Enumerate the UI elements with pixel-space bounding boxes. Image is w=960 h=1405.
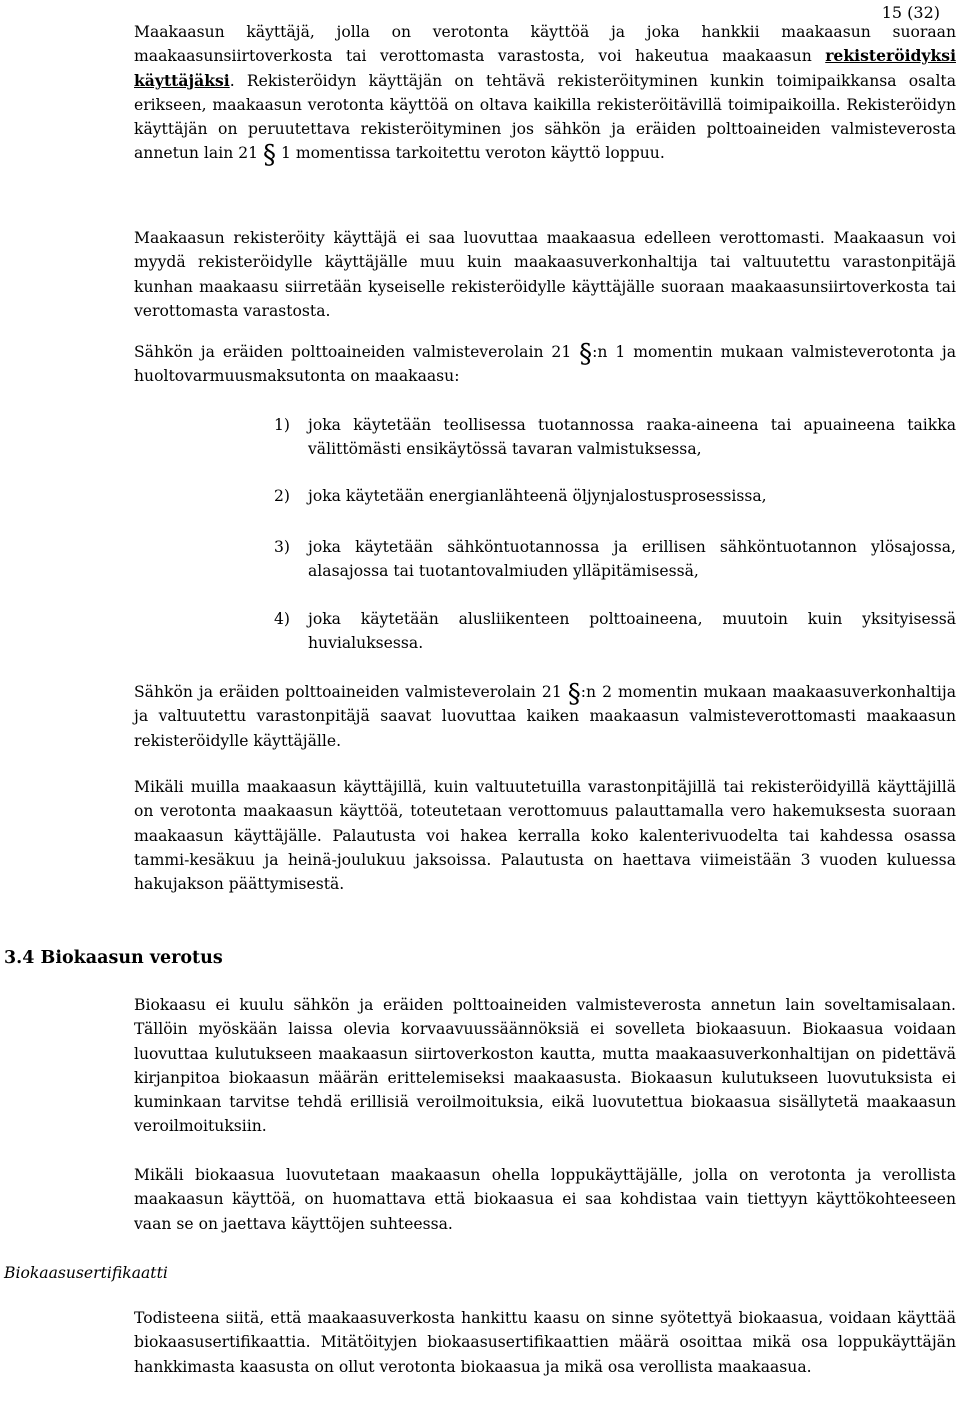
list-item bbox=[274, 413, 956, 462]
p2-text: Maakaasun rekisteröity käyttäjä ei saa luovuttaa maakaasua edelleen verottomasti. Maakaasun voi myydä rekisteröidylle käyttäjälle muu kuin maakaasuverkonhaltija tai valtuutettu varastonpitäjä kunhan maakaasu siirretään kyseiselle rekisteröidylle käyttäjälle suoraan maakaasunsiirtoverkosta tai verottomasta varastosta. bbox=[134, 229, 956, 320]
section-heading bbox=[4, 944, 223, 972]
list-item-text: joka käytetään teollisessa tuotannossa raaka-aineena tai apuaineena taikka välittömästi ensikäytössä tavaran valmistuksessa, bbox=[308, 416, 956, 459]
p8-text: Todisteena siitä, että maakaasuverkosta hankittu kaasu on sinne syötettyä biokaasua, voidaan käyttää biokaasusertifikaattia. Mitätöityjen biokaasusertifikaattien määrä osoittaa mikä osa loppukäyttäjän hankkimasta kaasusta on ollut verotonta biokaasua ja mikä osa verollista maakaasua. bbox=[134, 1309, 956, 1376]
paragraph-biogas-scope bbox=[134, 993, 956, 1139]
section-symbol: § bbox=[567, 679, 581, 709]
page-number: 15 (32) bbox=[881, 3, 940, 22]
margin-label-biogas-certificate: Biokaasusertifikaatti bbox=[4, 1264, 168, 1282]
paragraph-biogas-certificate bbox=[134, 1306, 956, 1379]
list-item-text: joka käytetään alusliikenteen polttoaineena, muutoin kuin yksityisessä huvialuksessa. bbox=[308, 610, 956, 653]
p7-text: Mikäli biokaasua luovutetaan maakaasun ohella loppukäyttäjälle, jolla on verotonta ja verollista maakaasun käyttöä, on huomattava että biokaasua ei saa kohdistaa vain tiettyyn käyttökohteeseen vaan se on jaettava käyttöjen suhteessa. bbox=[134, 1166, 956, 1233]
paragraph-resale bbox=[134, 226, 956, 323]
paragraph-tax-refund bbox=[134, 775, 956, 896]
list-item bbox=[274, 484, 956, 508]
p3-text-start: Sähkön ja eräiden polttoaineiden valmisteverolain 21 bbox=[134, 343, 580, 361]
p3-text-end: :n 1 momentin mukaan valmisteverotonta ja huoltovarmuusmaksutonta on maakaasu: bbox=[134, 343, 956, 386]
list-item-number: 1) bbox=[274, 416, 291, 434]
paragraph-law-section-2 bbox=[134, 680, 956, 753]
paragraph-registered-user bbox=[134, 20, 956, 171]
section-number: 3.4 bbox=[4, 948, 35, 968]
paragraph-biogas-allocation bbox=[134, 1163, 956, 1236]
list-item-number: 4) bbox=[274, 610, 291, 628]
paragraph-law-section-1 bbox=[134, 340, 956, 389]
registered-user-link[interactable]: rekisteröidyksi käyttäjäksi bbox=[134, 46, 956, 90]
list-item bbox=[274, 607, 956, 656]
p1-text-end: 1 momentissa tarkoitettu veroton käyttö loppuu. bbox=[276, 144, 665, 163]
section-title: Biokaasun verotus bbox=[40, 948, 223, 968]
section-symbol: § bbox=[263, 140, 276, 171]
list-item-number: 2) bbox=[274, 487, 291, 505]
p4-text-end: :n 2 momentin mukaan maakaasuverkonhaltija ja valtuutettu varastonpitäjä saavat luovuttaa kaiken maakaasun valmisteverottomasti maakaasun rekisteröidylle käyttäjälle. bbox=[134, 683, 956, 750]
p4-text-start: Sähkön ja eräiden polttoaineiden valmisteverolain 21 bbox=[134, 683, 568, 701]
p1-text-start: Maakaasun käyttäjä, jolla on verotonta käyttöä ja joka hankkii maakaasun suoraan maakaasunsiirtoverkosta tai verottomasta varastosta, voi hakeutua maakaasun bbox=[134, 23, 956, 66]
section-symbol: § bbox=[579, 339, 593, 369]
p1-text-middle: . Rekisteröidyn käyttäjän on tehtävä rekisteröityminen kunkin toimipaikkansa osalta erikseen, maakaasun verotonta käyttöä on oltava kaikilla rekisteröitävillä toimipaikoilla. Rekisteröidyn käyttäjän on peruutettava rekisteröityminen jos sähkön ja eräiden polttoaineiden valmisteverosta annetun lain 21 bbox=[134, 71, 956, 163]
p5-text: Mikäli muilla maakaasun käyttäjillä, kuin valtuutetuilla varastonpitäjillä tai rekisteröidyillä käyttäjillä on verotonta maakaasun käyttöä, toteutetaan verottomuus palauttamalla vero hakemuksesta suoraan maakaasun käyttäjälle. Palautusta voi hakea kerralla koko kalenterivuodelta tai kahdessa osassa tammi-kesäkuu ja heinä-joulukuu jaksoissa. Palautusta on haettava viimeistään 3 vuoden kuluessa hakujakson päättymisestä. bbox=[134, 778, 956, 894]
list-item-text: joka käytetään sähköntuotannossa ja erillisen sähköntuotannon ylösajossa, alasajossa tai tuotantovalmiuden ylläpitämisessä, bbox=[308, 538, 956, 581]
p6-text: Biokaasu ei kuulu sähkön ja eräiden polttoaineiden valmisteverosta annetun lain soveltamisalaan. Tällöin myöskään laissa olevia korvaavuussäännöksiä ei sovelleta biokaasuun. Biokaasua voidaan luovuttaa kulutukseen maakaasun siirtoverkoston kautta, mutta maakaasuverkonhaltijan on pidettävä kirjanpitoa biokaasun määrän erittelemiseksi maakaasusta. Biokaasun kulutukseen luovutuksista ei kuminkaan tarvitse tehdä erillisiä veroilmoituksia, eikä luovutettua biokaasua sisällytetä maakaasun veroilmoituksiin. bbox=[134, 996, 956, 1136]
list-item-number: 3) bbox=[274, 538, 291, 556]
list-item-text: joka käytetään energianlähteenä öljynjalostusprosessissa, bbox=[308, 487, 767, 505]
list-item bbox=[274, 535, 956, 584]
